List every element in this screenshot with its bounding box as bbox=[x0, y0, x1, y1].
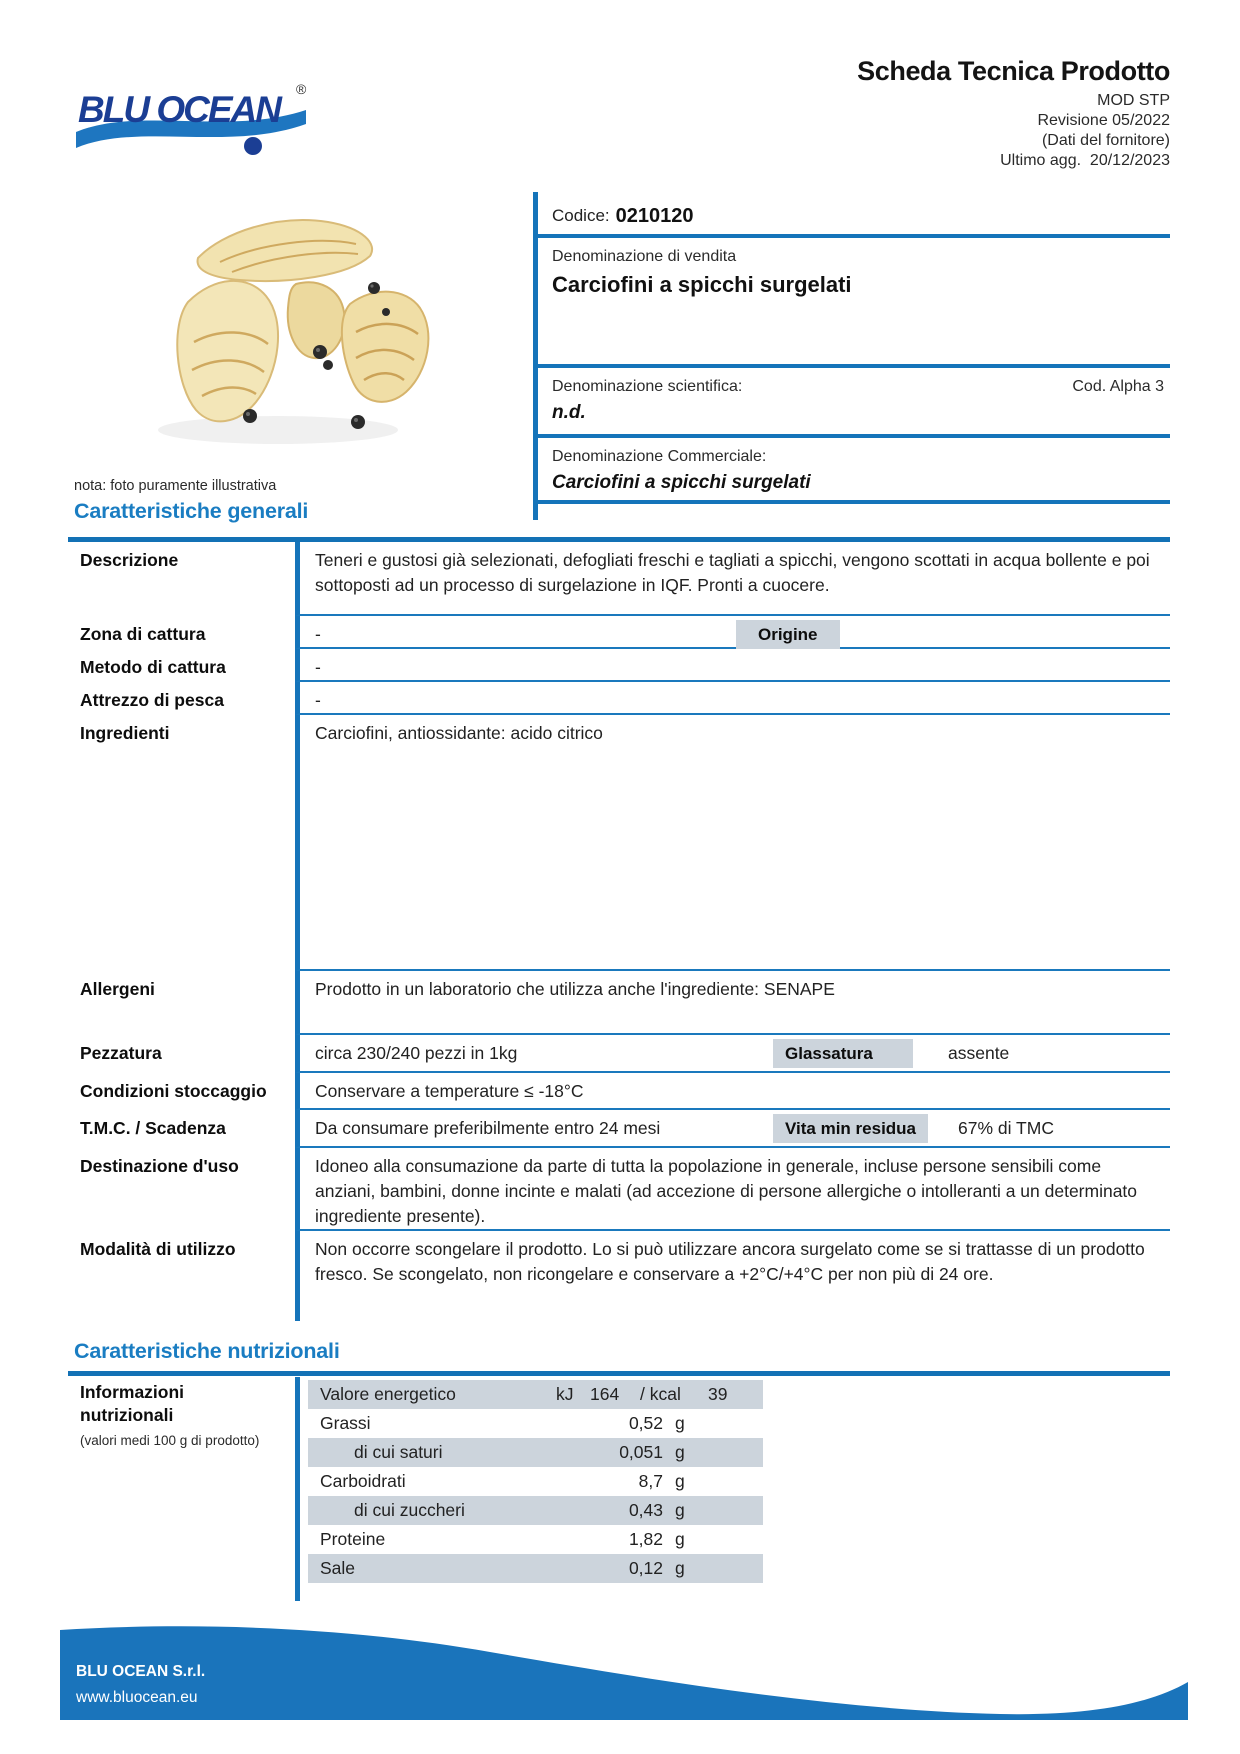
footer-wave bbox=[60, 1620, 1188, 1720]
general-section-title: Caratteristiche generali bbox=[74, 499, 309, 523]
artichoke-photo bbox=[128, 192, 468, 472]
row-label: Condizioni stoccaggio bbox=[80, 1081, 267, 1101]
table-row-metodo-di-cattura bbox=[68, 649, 1170, 682]
doc-mod: MOD STP bbox=[1097, 92, 1170, 109]
scientific-name-label: Denominazione scientifica: bbox=[552, 378, 743, 395]
row-value-text: circa 230/240 pezzi in 1kg bbox=[315, 1043, 518, 1063]
table-row-allergeni bbox=[68, 971, 1170, 1035]
nutrient-name: Proteine bbox=[320, 1529, 386, 1549]
nutrient-unit: g bbox=[675, 1471, 685, 1491]
footer-wave-shape bbox=[60, 1626, 1188, 1720]
logo-registered-mark: ® bbox=[296, 81, 307, 97]
nutrient-unit: g bbox=[675, 1529, 685, 1549]
logo-wordmark: BLU OCEAN bbox=[78, 89, 280, 130]
row-label: T.M.C. / Scadenza bbox=[80, 1118, 226, 1138]
table-row-tmc-scadenza bbox=[68, 1110, 1170, 1148]
row-label: Zona di cattura bbox=[80, 624, 206, 644]
nutrient-unit: g bbox=[675, 1558, 685, 1578]
sales-name-label: Denominazione di vendita bbox=[552, 248, 737, 265]
origine-badge: Origine bbox=[736, 620, 840, 649]
nutrition-row-grassi bbox=[308, 1409, 763, 1438]
nutrition-section-rule bbox=[68, 1371, 1170, 1376]
nutrient-value: 0,12 bbox=[628, 1558, 663, 1578]
nutrition-values-column bbox=[295, 1377, 1170, 1601]
commercial-name-section bbox=[538, 438, 1170, 504]
nutrition-row-proteine bbox=[308, 1525, 763, 1554]
product-code-label: Codice: bbox=[552, 206, 610, 225]
product-code-row bbox=[538, 192, 1170, 238]
scientific-name-section bbox=[538, 368, 1170, 438]
vita-min-residua-badge: Vita min residua bbox=[773, 1114, 928, 1143]
logo-dot bbox=[244, 137, 262, 155]
doc-last-update: Ultimo agg. 20/12/2023 bbox=[1000, 152, 1170, 169]
nutrient-unit: g bbox=[675, 1413, 685, 1433]
row-label: Metodo di cattura bbox=[80, 657, 226, 677]
nutrient-name: di cui saturi bbox=[354, 1442, 443, 1462]
table-row-pezzatura bbox=[68, 1035, 1170, 1073]
nutrition-row-carboidrati bbox=[308, 1467, 763, 1496]
table-row-ingredienti bbox=[68, 715, 1170, 971]
row-label: Modalità di utilizzo bbox=[80, 1239, 236, 1259]
energy-kcal-value: 39 bbox=[708, 1384, 728, 1404]
commercial-name-label: Denominazione Commerciale: bbox=[552, 448, 767, 465]
product-identification-block bbox=[533, 192, 1170, 520]
row-label: Ingredienti bbox=[80, 723, 170, 743]
nutrition-info-note: (valori medi 100 g di prodotto) bbox=[80, 1433, 260, 1448]
row-value: Non occorre scongelare il prodotto. Lo si può utilizzare ancora surgelato come se si trattasse di un prodotto fresco. Se scongelato, non ricongelare e conservare a +2°C/+4°C per non più di 24 ore. bbox=[295, 1231, 1170, 1321]
nutrient-value: 0,43 bbox=[628, 1500, 663, 1520]
sales-name-section bbox=[538, 238, 1170, 368]
row-label: Pezzatura bbox=[80, 1043, 162, 1063]
document-header bbox=[610, 56, 1170, 171]
row-value-text: - bbox=[315, 624, 321, 644]
nutrient-value: 1,82 bbox=[628, 1529, 663, 1549]
row-label: Descrizione bbox=[80, 550, 179, 570]
nutrient-name: Grassi bbox=[320, 1413, 371, 1433]
row-value bbox=[295, 1110, 1170, 1148]
glassatura-badge: Glassatura bbox=[773, 1039, 913, 1068]
table-row-attrezzo-di-pesca bbox=[68, 682, 1170, 715]
nutrition-info-column bbox=[68, 1377, 295, 1601]
footer-website-link[interactable]: www.bluocean.eu bbox=[76, 1689, 198, 1706]
nutrition-table bbox=[68, 1377, 1170, 1601]
nutrient-value: 8,7 bbox=[638, 1471, 663, 1491]
table-row-modalita-di-utilizzo bbox=[68, 1231, 1170, 1321]
energy-kcal-label: / kcal bbox=[640, 1384, 681, 1404]
photo-disclaimer-note: nota: foto puramente illustrativa bbox=[74, 478, 277, 494]
commercial-name-value: Carciofini a spicchi surgelati bbox=[552, 472, 811, 493]
footer-company-name: BLU OCEAN S.r.l. bbox=[76, 1663, 206, 1680]
nutrient-unit: g bbox=[675, 1442, 685, 1462]
sales-name-value: Carciofini a spicchi surgelati bbox=[552, 272, 852, 297]
row-label: Allergeni bbox=[80, 979, 155, 999]
row-label: Destinazione d'uso bbox=[80, 1156, 239, 1176]
nutrition-row-zuccheri bbox=[308, 1496, 763, 1525]
row-value: Idoneo alla consumazione da parte di tutta la popolazione in generale, incluse persone sensibili come anziani, bambini, donne incinte e malati (ad accezione di persone allergiche o intolleranti a un determinato ingrediente presente). bbox=[295, 1148, 1170, 1231]
energy-kj-value: 164 bbox=[590, 1384, 620, 1404]
nutrient-value: 0,051 bbox=[619, 1442, 663, 1462]
doc-supplier-note: (Dati del fornitore) bbox=[1041, 132, 1170, 149]
row-value bbox=[295, 616, 1170, 649]
nutrition-row-sale bbox=[308, 1554, 763, 1583]
doc-revision: Revisione 05/2022 bbox=[1037, 112, 1170, 129]
product-code-value: 0210120 bbox=[615, 204, 694, 227]
row-value: Teneri e gustosi già selezionati, defogliati freschi e tagliati a spicchi, vengono scottati in acqua bollente e poi sottoposti ad un processo di surgelazione in IQF. Pronti a cuocere. bbox=[295, 542, 1170, 616]
nutrition-row-energia bbox=[308, 1380, 763, 1409]
row-value bbox=[295, 1035, 1170, 1073]
energy-kj-label: kJ bbox=[556, 1384, 574, 1404]
row-value: - bbox=[295, 649, 1170, 682]
nutrient-value: 0,52 bbox=[628, 1413, 663, 1433]
vita-min-residua-value: 67% di TMC bbox=[958, 1118, 1054, 1138]
document-title: Scheda Tecnica Prodotto bbox=[857, 56, 1170, 86]
nutrient-unit: g bbox=[675, 1500, 685, 1520]
general-characteristics-table bbox=[68, 542, 1170, 1321]
blu-ocean-logo bbox=[68, 70, 318, 162]
row-value: Prodotto in un laboratorio che utilizza anche l'ingrediente: SENAPE bbox=[295, 971, 1170, 1035]
row-label: Attrezzo di pesca bbox=[80, 690, 224, 710]
nutrient-name: di cui zuccheri bbox=[354, 1500, 465, 1520]
row-value: Conservare a temperature ≤ -18°C bbox=[295, 1073, 1170, 1110]
nutrient-name: Valore energetico bbox=[320, 1384, 456, 1404]
nutrition-row-saturi bbox=[308, 1438, 763, 1467]
row-value: - bbox=[295, 682, 1170, 715]
table-row-destinazione-duso bbox=[68, 1148, 1170, 1231]
row-value-text: Da consumare preferibilmente entro 24 mesi bbox=[315, 1118, 661, 1138]
nutrient-name: Carboidrati bbox=[320, 1471, 406, 1491]
alpha-code: Cod. Alpha 3 bbox=[1072, 378, 1164, 395]
nutrition-section-title: Caratteristiche nutrizionali bbox=[74, 1339, 340, 1363]
table-row-descrizione bbox=[68, 542, 1170, 616]
glassatura-value: assente bbox=[948, 1043, 1010, 1063]
table-row-condizioni-stoccaggio bbox=[68, 1073, 1170, 1110]
nutrient-name: Sale bbox=[320, 1558, 356, 1578]
table-row-zona-di-cattura bbox=[68, 616, 1170, 649]
row-value: Carciofini, antiossidante: acido citrico bbox=[295, 715, 1170, 971]
nutrition-info-label: Informazioni nutrizionali bbox=[80, 1382, 185, 1425]
scientific-name-value: n.d. bbox=[552, 402, 586, 423]
